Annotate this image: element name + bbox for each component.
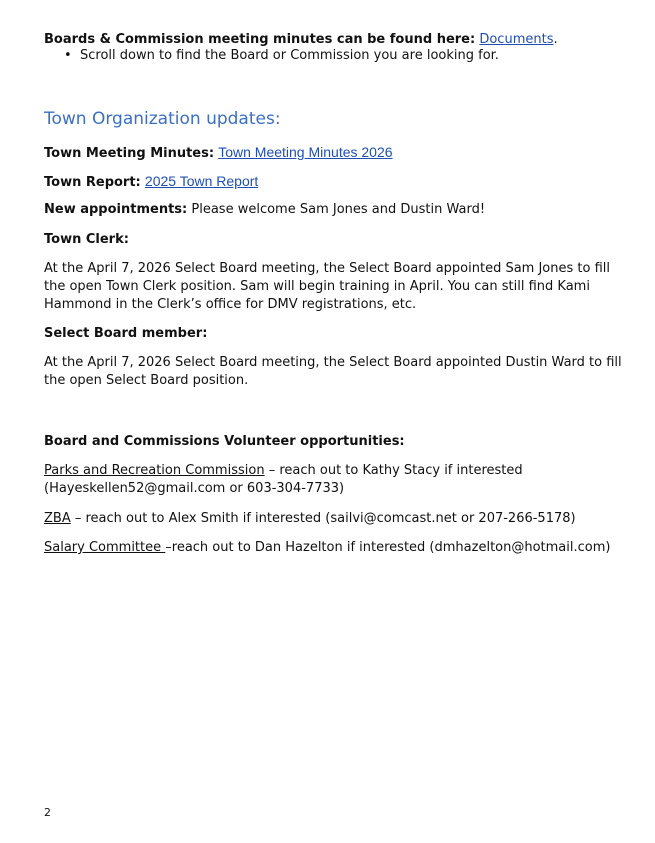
new-appointments-line [44,201,485,219]
select-board-label-text: Select Board member: [44,326,208,341]
salary-committee-name: Salary Committee [44,540,166,555]
zba-text: – reach out to Alex Smith if interested (sailvi@comcast.net or 207-266-5178) [70,511,576,526]
select-board-line-1: At the April 7, 2026 Select Board meeting, the Select Board appointed Dustin Ward to fill [44,355,622,370]
bullet-text: Scroll down to find the Board or Commission you are looking for. [80,48,499,63]
heading-text: Town Organization updates [44,109,275,129]
volunteer-heading [44,433,405,451]
town-clerk-label [44,231,129,249]
page-number: 2 [44,806,51,819]
town-report-label: Town Report: [44,175,141,190]
minutes-end: . [553,32,558,47]
new-appointments-label: New appointments: [44,202,188,217]
bullet-item [64,47,499,65]
salary-committee-text: –reach out to Dan Hazelton if interested (dmhazelton@hotmail.com) [165,540,611,555]
minutes-label: Boards & Commission meeting minutes can be found here: [44,32,476,47]
volunteer-item-zba [44,510,576,528]
documents-link[interactable]: Documents [479,32,554,47]
heading-colon: : [274,109,281,129]
parks-commission-contact: (Hayeskellen52@gmail.com or 603-304-7733) [44,481,345,496]
town-meeting-link[interactable]: Town Meeting Minutes 2026 [218,144,393,160]
select-board-line-2: the open Select Board position. [44,373,249,388]
section-heading [44,108,281,130]
select-board-label [44,325,207,343]
volunteer-item-salary [44,539,610,557]
zba-name: ZBA [44,511,71,526]
town-clerk-line-2: the open Town Clerk position. Sam will begin training in April. You can still find Kami [44,279,590,294]
parks-commission-name: Parks and Recreation Commission [44,463,265,478]
new-appointments-text: Please welcome Sam Jones and Dustin Ward! [191,202,486,217]
volunteer-label: Board and Commissions Volunteer opportunities: [44,434,405,449]
town-meeting-label: Town Meeting Minutes: [44,146,215,161]
bullet-dot-icon: • [64,48,72,63]
town-report-link[interactable]: 2025 Town Report [144,173,259,189]
town-report-line [44,172,258,192]
town-meeting-line [44,143,393,163]
town-clerk-line-3: Hammond in the Clerk’s office for DMV registrations, etc. [44,297,417,312]
volunteer-item-parks [44,462,523,480]
parks-commission-text: – reach out to Kathy Stacy if interested [264,463,523,478]
town-clerk-label-text: Town Clerk: [44,232,129,247]
town-clerk-line-1: At the April 7, 2026 Select Board meeting, the Select Board appointed Sam Jones to fill [44,261,610,276]
